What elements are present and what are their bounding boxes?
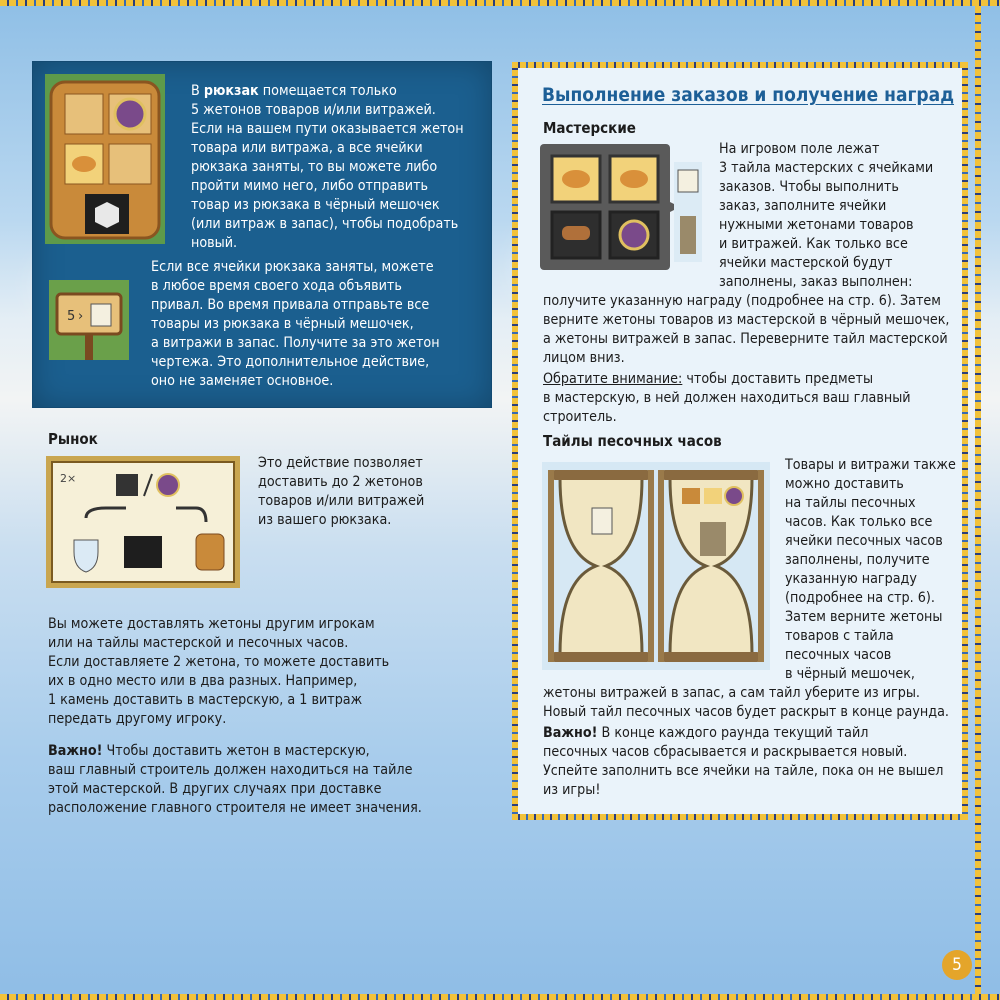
hourglass-heading: Тайлы песочных часов <box>543 432 722 450</box>
workshops-full-text: получите указанную награду (подробнее на стр. 6). Затем верните жетоны товаров из мастерской в чёрный мешочек, а жетоны витражей в запас. Переверните тайл мастерской лицом вниз. <box>543 293 950 366</box>
right-border <box>975 6 981 994</box>
hourglass-important: Важно! В конце каждого раунда текущий тайл песочных часов сбрасывается и раскрывается новый. Успейте заполнить все ячейки на тайле, пока он не вышел из игры! <box>543 725 944 798</box>
rest-paragraph: Если все ячейки рюкзака заняты, можете в любое время своего хода объявить привал. Во время привала отправьте все товары из рюкзака в чёрный мешочек, а витражи в запас. Получите за это жетон чертежа. Это дополнительное действие, оно не заменяет основное. <box>151 259 440 389</box>
workshops-note: Обратите внимание: чтобы доставить предметы в мастерскую, в ней должен находиться ваш главный строитель. <box>543 371 911 425</box>
market-tile-label: 2× <box>60 472 77 485</box>
backpack-paragraph: В рюкзак помещается только 5 жетонов товаров и/или витражей. Если на вашем пути оказывается жетон товара или витража, а все ячейки рюкзака заняты, то вы можете либо пройти мимо него, либо отправить товар из рюкзака в чёрный мешочек (или витраж в запас), чтобы подобрать новый. <box>191 83 464 251</box>
box-border <box>512 62 518 820</box>
svg-text:›: › <box>78 309 84 324</box>
workshops-heading: Мастерские <box>543 119 636 137</box>
svg-text:5: 5 <box>67 309 76 324</box>
market-paragraph: Это действие позволяет доставить до 2 жетонов товаров и/или витражей из вашего рюкзака. <box>258 455 425 528</box>
market-heading: Рынок <box>48 430 98 448</box>
page-number: 5 <box>942 950 972 980</box>
hourglass-full-text: жетоны витражей в запас, а сам тайл уберите из игры. Новый тайл песочных часов будет раскрыт в конце раунда. <box>543 685 949 720</box>
delivery-important: Важно! Чтобы доставить жетон в мастерскую, ваш главный строитель должен находиться на тайле этой мастерской. В других случаях при доставке расположение главного строителя не имеет значения. <box>48 743 422 816</box>
hourglass-side-text: Товары и витражи также можно доставить на тайлы песочных часов. Как только все ячейки песочных часов заполнены, получите указанную награду (подробнее на стр. 6). Затем верните жетоны товаров с тайла песочных часов в чёрный мешочек, <box>785 457 956 682</box>
delivery-paragraph: Вы можете доставлять жетоны другим игрокам или на тайлы мастерской и песочных часов. Если доставляете 2 жетона, то можете доставить их в одно место или в два разных. Например, 1 камень доставить в мастерскую, а 1 витраж передать другому игроку. <box>48 616 390 727</box>
orders-box <box>512 62 968 820</box>
bottom-border <box>0 994 1000 1000</box>
box-border <box>512 62 968 68</box>
backpack-illustration <box>45 74 165 244</box>
box-border <box>512 814 968 820</box>
workshops-side-text: На игровом поле лежат 3 тайла мастерских с ячейками заказов. Чтобы выполнить заказ, заполните ячейки нужными жетонами товаров и витражей. Как только все ячейки мастерской будут заполнены, заказ выполнен: <box>719 141 934 290</box>
hourglass-illustration <box>542 462 770 670</box>
backpack-info-box <box>33 62 491 407</box>
top-border <box>0 0 1000 6</box>
market-tile-illustration <box>46 456 240 588</box>
workshop-illustration <box>540 144 704 270</box>
orders-title: Выполнение заказов и получение наград <box>542 84 955 106</box>
rest-sign-illustration <box>49 280 129 360</box>
